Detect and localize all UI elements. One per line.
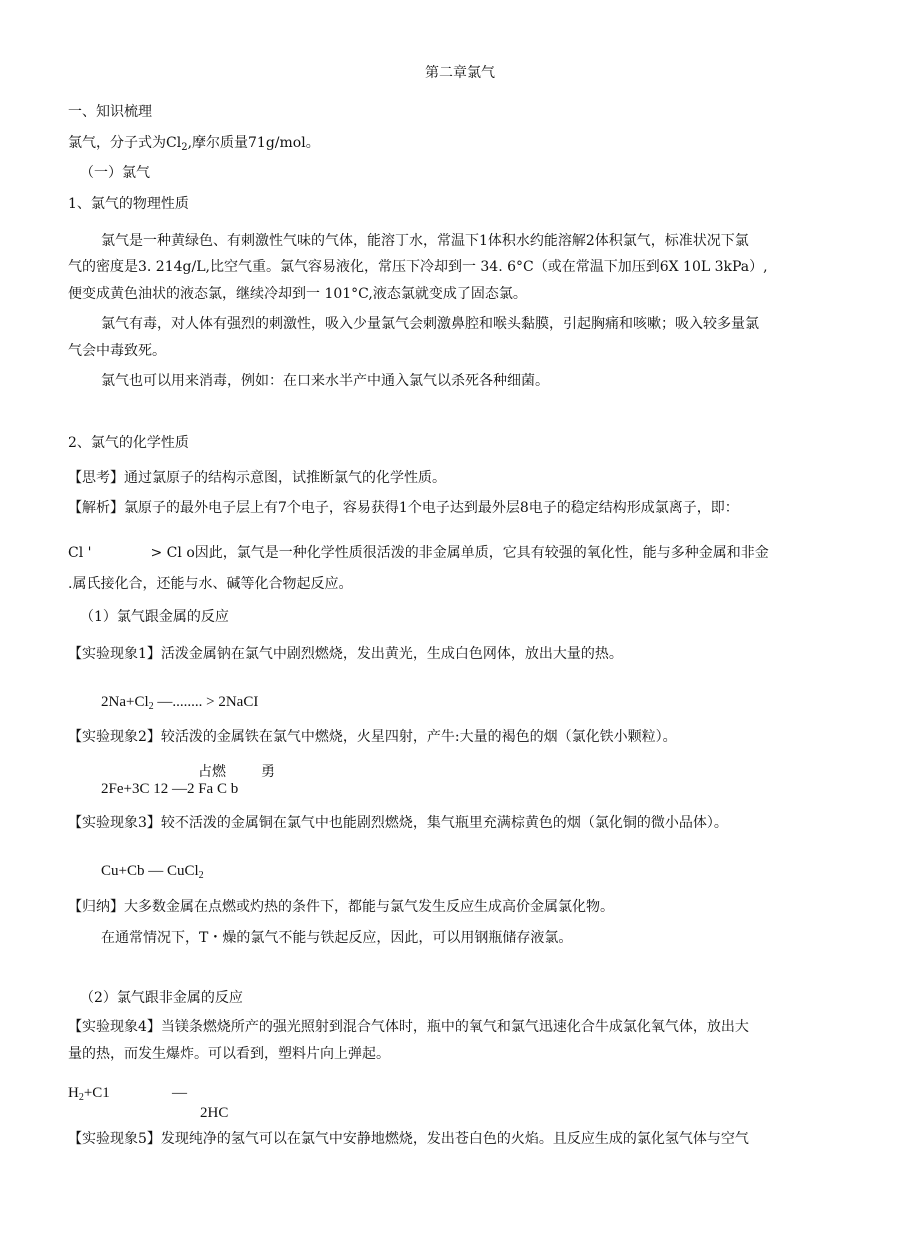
experiment-1: 【实验现象1】活泼金属钠在氯气中剧烈燃烧，发出黄光，生成白色网体，放出大量的热。 xyxy=(68,646,623,662)
paragraph-line: .属氏接化合，还能与水、碱等化合物起反应。 xyxy=(68,576,353,592)
paragraph-line: 气会中毒致死。 xyxy=(68,343,166,359)
experiment-4: 【实验现象4】当镁条燃烧所产的强光照射到混合气体时，瓶中的氧气和氯气迅速化合牛成氯化氧气体，放出大 xyxy=(68,1019,749,1035)
equation-2: 2Fe+3C 12 —2 Fa C b xyxy=(101,781,239,797)
summary-line: 【归纳】大多数金属在点燃或灼热的条件下，都能与氯气发生反应生成高价金属氯化物。 xyxy=(68,899,614,915)
subsection-heading: （2）氯气跟非金属的反应 xyxy=(80,990,243,1006)
chlorine-ion-line: Cl ' > Cl o因此，氯气是一种化学性质很活泼的非金属单质，它具有较强的氧化性，能与多种金属和非金 xyxy=(68,545,769,561)
analysis-line: 【解析】氯原子的最外电子层上有7个电子，容易获得1个电子达到最外层8电子的稳定结构形成氯离子，即： xyxy=(68,500,739,516)
subsection-heading: （1）氯气跟金属的反应 xyxy=(80,609,229,625)
paragraph-line: 气的密度是3. 214g/L,比空气重。氯气容易液化，常压下冷却到一 34. 6°C（或在常温下加压到6X 10L 3kPa）, xyxy=(68,259,768,275)
experiment-3: 【实验现象3】较不活泼的金属铜在氯气中也能剧烈燃烧，集气瓶里充满棕黄色的烟（氯化铜的微小品体）。 xyxy=(68,815,728,831)
summary-line: 在通常情况下，T・燥的氯气不能与铁起反应，因此，可以用钢瓶储存液氯。 xyxy=(101,930,573,946)
section-heading: 一、知识梳理 xyxy=(68,104,152,120)
equation-1: $2Na+Cl_2$ —........ > 2NaCI xyxy=(101,694,259,712)
equation-4: $H_2+C1$ xyxy=(68,1085,110,1103)
equation-4-arrow: — xyxy=(172,1085,187,1101)
equation-4-product: 2HC xyxy=(200,1105,229,1121)
experiment-2: 【实验现象2】较活泼的金属铁在氯气中燃烧，火星四射，产牛:大量的褐色的烟（氯化铁小颗粒）。 xyxy=(68,729,677,745)
reaction-condition: 占燃 xyxy=(198,764,226,780)
paragraph-line: 氯气也可以用来消毒，例如：在口来水半产中通入氯气以杀死各种细菌。 xyxy=(101,373,549,389)
formula-line: 氯气，分子式为$Cl_2$,摩尔质量71g/mol。 xyxy=(68,135,320,153)
subsection-heading: （一）氯气 xyxy=(80,165,150,181)
equation-3: Cu+Cb — CuCl$_2$ xyxy=(101,863,204,881)
reaction-condition: 勇 xyxy=(261,764,275,780)
experiment-4: 量的热，而发生爆炸。可以看到，塑料片向上弹起。 xyxy=(68,1046,390,1062)
page-title: 第二章氯气 xyxy=(425,65,495,81)
paragraph-line: 氯气有毒，对人体有强烈的刺激性，吸入少量氯气会刺激鼻腔和喉头黏膜，引起胸痛和咳嗽；吸入较多量氯 xyxy=(101,316,759,332)
paragraph-line: 便变成黄色油状的液态氯，继续冷却到一 101°C,液态氯就变成了固态氯。 xyxy=(68,286,527,302)
subsection-heading: 2、氯气的化学性质 xyxy=(68,435,189,451)
subsection-heading: 1、氯气的物理性质 xyxy=(68,196,189,212)
experiment-5: 【实验现象5】发现纯净的氢气可以在氯气中安静地燃烧，发出苍白色的火焰。且反应生成的氯化氢气体与空气 xyxy=(68,1131,749,1147)
paragraph-line: 氯气是一种黄绿色、有刺激性气味的气体，能溶丁水，常温下1体积水约能溶解2体积氯气，标准状况下氯 xyxy=(101,233,749,249)
think-line: 【思考】通过氯原子的结构示意图，试推断氯气的化学性质。 xyxy=(68,470,446,486)
